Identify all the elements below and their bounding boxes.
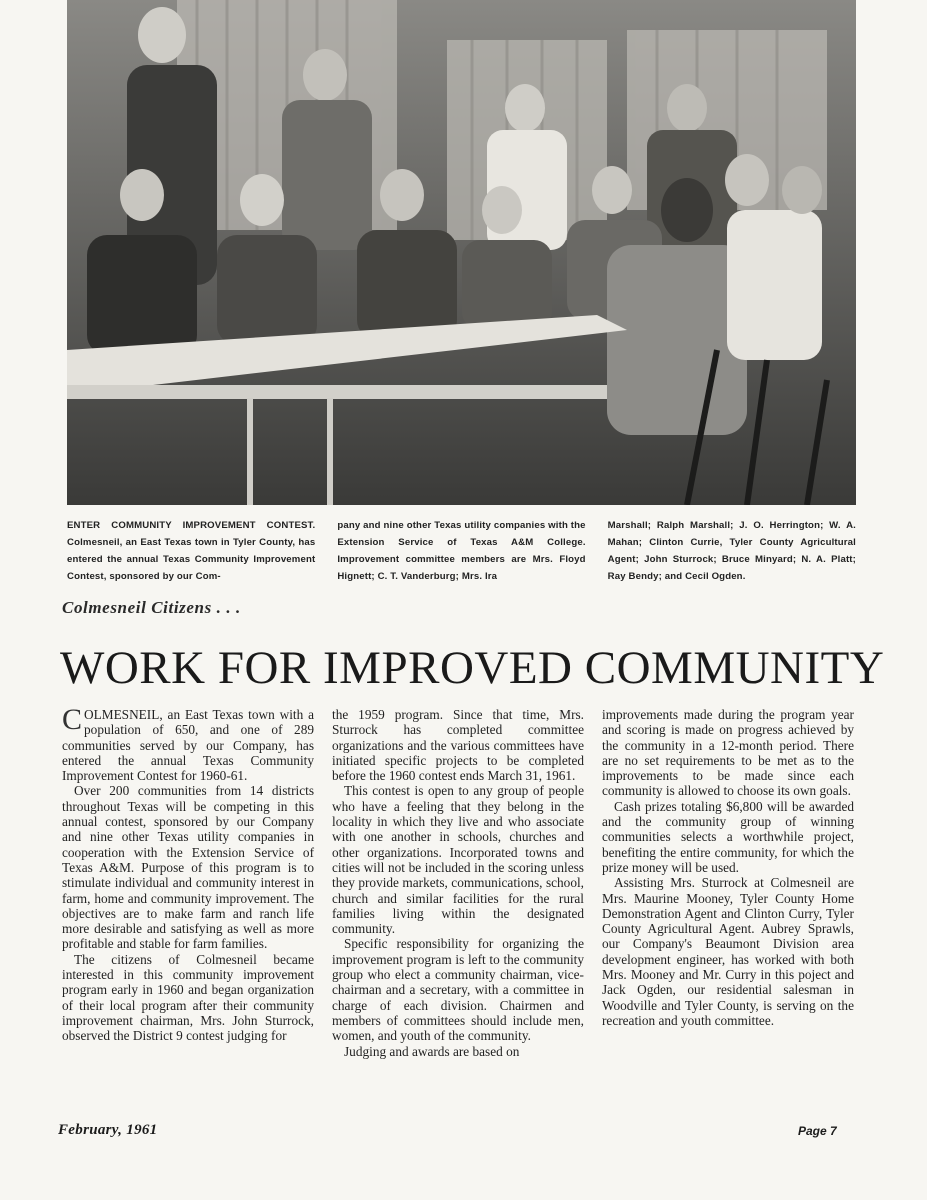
paragraph: the 1959 program. Since that time, Mrs. Sturrock has completed committee organizations and the various committees have initiated specific projects to be completed before the 1960 contest ends March 31, 1961. (332, 707, 584, 784)
paragraph: COLMESNEIL, an East Texas town with a population of 650, and one of 289 communities served by our Company, has entered the annual Texas Community Improvement Contest for 1960-61. (62, 703, 314, 784)
article-kicker: Colmesneil Citizens . . . (62, 598, 241, 617)
paragraph: Over 200 communities from 14 districts throughout Texas will be competing in this annual contest, sponsored by our Company and nine other Texas utility companies in cooperation with the Extension Service of Texas A&M. Purpose of this program is to stimulate individual and community interest in farm, home and community improvement. The objectives are to make farm and ranch life more desirable and satisfying as well as more profitable and stable for farm families. (62, 783, 314, 952)
paragraph: Cash prizes totaling $6,800 will be awarded and the community group of winning communities selects a worthwhile project, benefiting the entire community, for which the prize money will be used. (602, 798, 854, 875)
group-photo-icon (67, 0, 856, 505)
article-body (62, 703, 854, 1059)
paragraph: This contest is open to any group of people who have a feeling that they belong in the locality in which they live and who associate with one another in schools, churches and other organizations. Incorporated towns and cities will not be included in the scoring unless they provide markets, communications, school, church and similar facilities for the rural families living within the designated community. (332, 783, 584, 937)
page-number: Page 7 (798, 1124, 837, 1138)
caption-column-2: pany and nine other Texas utility companies with the Extension Service of Texas A&M College. Improvement committee members are Mrs. Floyd Hignett; C. T. Vanderburg; Mrs. Ira (337, 520, 586, 582)
footer-date: February, 1961 (58, 1122, 158, 1138)
article-column-3 (602, 707, 854, 1059)
photo-caption (67, 517, 856, 585)
caption-column-1: ENTER COMMUNITY IMPROVEMENT CONTEST. Colmesneil, an East Texas town in Tyler County, has entered the annual Texas Community Improvement Contest, sponsored by our Com- (67, 520, 316, 582)
article-column-1 (62, 703, 314, 1059)
group-photo (67, 0, 856, 505)
paragraph: The citizens of Colmesneil became interested in this community improvement program early in 1960 and began organization of their local program after their community improvement chairman, Mrs. John Sturrock, observed the District 9 contest judging for (62, 951, 314, 1044)
paragraph: Assisting Mrs. Sturrock at Colmesneil are Mrs. Maurine Mooney, Tyler County Home Demonstration Agent and Clinton Curry, Tyler County Agricultural Agent. Aubrey Sprawls, our Company's Beaumont Division area development engineer, has worked with both Mrs. Mooney and Mr. Curry in this poject and Jack Ogden, our residential salesman in Woodville and Tyler County, is serving on the recreation and youth committee. (602, 875, 854, 1028)
paragraph: Judging and awards are based on (344, 1043, 520, 1059)
article-column-2 (332, 707, 584, 1059)
caption-column-3: Marshall; Ralph Marshall; J. O. Herrington; W. A. Mahan; Clinton Currie, Tyler County Agricultural Agent; John Sturrock; Bruce Minyard; N. A. Platt; Ray Bendy; and Cecil Ogden. (607, 520, 856, 582)
drop-cap: C (62, 703, 83, 736)
article-headline: WORK FOR IMPROVED COMMUNITY (60, 642, 885, 694)
paragraph: Specific responsibility for organizing the improvement program is left to the community group who elect a community chairman, vice-chairman and a secretary, with a committee in charge of each division. Chairmen and members of committees should include men, women, and youth of the community. (332, 936, 584, 1044)
paragraph: improvements made during the program year and scoring is made on progress achieved by the community in a 12-month period. There are no set requirements to be met as to the improvements to be made since each community is allowed to choose its own goals. (602, 707, 854, 799)
